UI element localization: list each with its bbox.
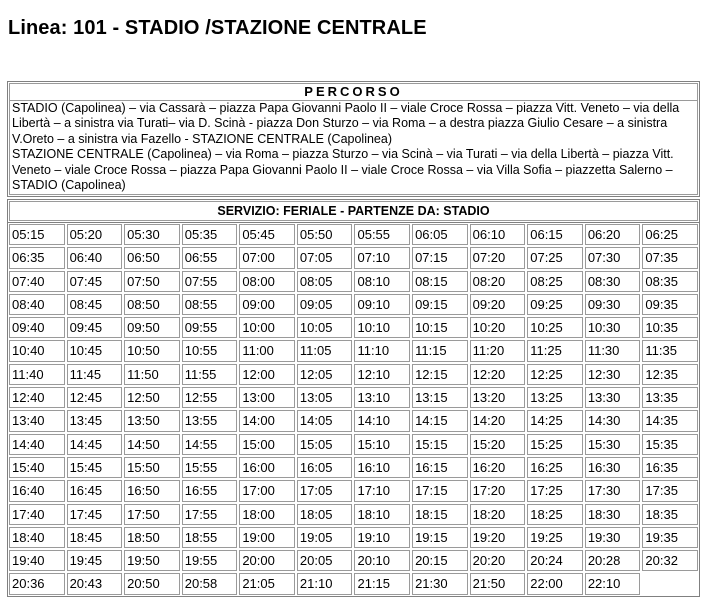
departure-time: 08:15 bbox=[412, 271, 468, 292]
departure-time: 21:30 bbox=[412, 573, 468, 594]
departure-time: 12:05 bbox=[297, 364, 353, 385]
departure-time: 16:20 bbox=[470, 457, 526, 478]
departure-time: 20:28 bbox=[585, 550, 641, 571]
departure-time: 06:05 bbox=[412, 224, 468, 245]
departure-time: 12:10 bbox=[354, 364, 410, 385]
departure-time: 20:36 bbox=[9, 573, 65, 594]
departure-time: 10:35 bbox=[642, 317, 698, 338]
route-return: STAZIONE CENTRALE (Capolinea) – via Roma – piazza Sturzo – via Scinà – via Turati – via della Libertà – piazza Vitt. Veneto – viale Croce Rossa – piazza Papa Giovanni Paolo II – viale Croce Rossa – via Villa Sofia – piazzetta Salerno – STADIO (Capolinea) bbox=[12, 147, 674, 193]
departure-time: 21:05 bbox=[239, 573, 295, 594]
departure-time: 11:20 bbox=[470, 340, 526, 361]
departure-time: 13:55 bbox=[182, 410, 238, 431]
departure-time: 09:25 bbox=[527, 294, 583, 315]
departure-time: 08:20 bbox=[470, 271, 526, 292]
departure-time: 14:35 bbox=[642, 410, 698, 431]
departure-time: 15:25 bbox=[527, 434, 583, 455]
departure-time: 12:50 bbox=[124, 387, 180, 408]
departure-time: 15:15 bbox=[412, 434, 468, 455]
departure-time: 14:05 bbox=[297, 410, 353, 431]
departure-time: 19:20 bbox=[470, 527, 526, 548]
departure-time: 15:10 bbox=[354, 434, 410, 455]
departure-time: 15:55 bbox=[182, 457, 238, 478]
departure-time: 10:05 bbox=[297, 317, 353, 338]
departure-time: 09:05 bbox=[297, 294, 353, 315]
departure-time: 07:40 bbox=[9, 271, 65, 292]
route-description bbox=[9, 101, 698, 195]
route-outbound: STADIO (Capolinea) – via Cassarà – piazza Papa Giovanni Paolo II – viale Croce Rossa – piazza Vitt. Veneto – via della Libertà – a sinistra via Turati– via D. Scinà - piazza Don Sturzo – via Roma – a destra piazza Giulio Cesare – a sinistra V.Oreto – a sinistra via Fazello - STAZIONE CENTRALE (Capolinea) bbox=[12, 101, 680, 146]
departure-time: 11:30 bbox=[585, 340, 641, 361]
departure-time: 18:50 bbox=[124, 527, 180, 548]
departure-time: 15:20 bbox=[470, 434, 526, 455]
departure-time: 13:35 bbox=[642, 387, 698, 408]
departure-time: 13:40 bbox=[9, 410, 65, 431]
departure-time: 09:15 bbox=[412, 294, 468, 315]
departure-time: 11:25 bbox=[527, 340, 583, 361]
departure-time: 12:30 bbox=[585, 364, 641, 385]
departure-time: 17:10 bbox=[354, 480, 410, 501]
departure-time: 21:10 bbox=[297, 573, 353, 594]
departure-time: 06:50 bbox=[124, 247, 180, 268]
departure-time: 14:15 bbox=[412, 410, 468, 431]
departure-time: 14:40 bbox=[9, 434, 65, 455]
departure-time: 08:10 bbox=[354, 271, 410, 292]
departure-time: 15:40 bbox=[9, 457, 65, 478]
departure-time: 10:25 bbox=[527, 317, 583, 338]
departure-time: 07:35 bbox=[642, 247, 698, 268]
departure-time: 18:30 bbox=[585, 504, 641, 525]
departure-time: 20:50 bbox=[124, 573, 180, 594]
departure-time: 16:30 bbox=[585, 457, 641, 478]
departure-time: 09:50 bbox=[124, 317, 180, 338]
departure-time: 20:10 bbox=[354, 550, 410, 571]
page-title: Linea: 101 - STADIO /STAZIONE CENTRALE bbox=[8, 17, 427, 39]
departure-time: 12:40 bbox=[9, 387, 65, 408]
departure-time: 07:45 bbox=[67, 271, 123, 292]
departure-time: 11:35 bbox=[642, 340, 698, 361]
departure-time: 09:55 bbox=[182, 317, 238, 338]
service-table bbox=[7, 199, 700, 223]
departure-time: 12:20 bbox=[470, 364, 526, 385]
departure-time: 17:55 bbox=[182, 504, 238, 525]
departure-time: 09:30 bbox=[585, 294, 641, 315]
departure-time: 18:20 bbox=[470, 504, 526, 525]
departure-time: 07:00 bbox=[239, 247, 295, 268]
service-header: SERVIZIO: FERIALE - PARTENZE DA: STADIO bbox=[9, 201, 698, 221]
departure-time: 16:45 bbox=[67, 480, 123, 501]
departure-time: 14:00 bbox=[239, 410, 295, 431]
departure-time: 08:25 bbox=[527, 271, 583, 292]
departure-time: 16:10 bbox=[354, 457, 410, 478]
departure-time: 10:30 bbox=[585, 317, 641, 338]
departure-time: 17:20 bbox=[470, 480, 526, 501]
departure-time: 07:20 bbox=[470, 247, 526, 268]
departure-time: 10:10 bbox=[354, 317, 410, 338]
departure-time: 17:00 bbox=[239, 480, 295, 501]
departure-time: 21:50 bbox=[470, 573, 526, 594]
departure-time: 21:15 bbox=[354, 573, 410, 594]
departure-time: 13:20 bbox=[470, 387, 526, 408]
departure-time: 07:10 bbox=[354, 247, 410, 268]
departure-time: 08:05 bbox=[297, 271, 353, 292]
departure-time: 11:40 bbox=[9, 364, 65, 385]
departure-time: 20:24 bbox=[527, 550, 583, 571]
departure-time: 11:05 bbox=[297, 340, 353, 361]
departure-time: 16:15 bbox=[412, 457, 468, 478]
departure-time: 16:25 bbox=[527, 457, 583, 478]
departure-time: 18:55 bbox=[182, 527, 238, 548]
departure-time: 20:15 bbox=[412, 550, 468, 571]
departure-time: 15:45 bbox=[67, 457, 123, 478]
departure-time: 13:30 bbox=[585, 387, 641, 408]
departure-time: 19:45 bbox=[67, 550, 123, 571]
departure-time: 16:55 bbox=[182, 480, 238, 501]
departure-time: 17:45 bbox=[67, 504, 123, 525]
departure-time: 17:05 bbox=[297, 480, 353, 501]
departure-time: 17:50 bbox=[124, 504, 180, 525]
departure-time: 18:45 bbox=[67, 527, 123, 548]
departure-time: 15:30 bbox=[585, 434, 641, 455]
departure-time: 15:00 bbox=[239, 434, 295, 455]
departure-time: 06:15 bbox=[527, 224, 583, 245]
departure-time: 10:20 bbox=[470, 317, 526, 338]
departure-time: 19:05 bbox=[297, 527, 353, 548]
departure-time: 09:20 bbox=[470, 294, 526, 315]
departure-time: 19:30 bbox=[585, 527, 641, 548]
departure-time: 20:32 bbox=[642, 550, 698, 571]
departure-time: 17:15 bbox=[412, 480, 468, 501]
departure-time: 09:40 bbox=[9, 317, 65, 338]
departure-time: 18:05 bbox=[297, 504, 353, 525]
departure-time: 08:55 bbox=[182, 294, 238, 315]
departure-time: 08:45 bbox=[67, 294, 123, 315]
departure-time: 22:00 bbox=[527, 573, 583, 594]
departure-time: 17:30 bbox=[585, 480, 641, 501]
departure-time: 08:40 bbox=[9, 294, 65, 315]
departure-time: 11:45 bbox=[67, 364, 123, 385]
departure-time: 19:50 bbox=[124, 550, 180, 571]
departure-time: 12:45 bbox=[67, 387, 123, 408]
departure-time: 19:35 bbox=[642, 527, 698, 548]
departure-time: 06:35 bbox=[9, 247, 65, 268]
departure-time: 05:45 bbox=[239, 224, 295, 245]
departure-time: 18:00 bbox=[239, 504, 295, 525]
departure-time: 13:00 bbox=[239, 387, 295, 408]
departure-time: 07:50 bbox=[124, 271, 180, 292]
departure-time: 07:15 bbox=[412, 247, 468, 268]
departure-time: 05:30 bbox=[124, 224, 180, 245]
departure-time: 13:50 bbox=[124, 410, 180, 431]
departure-time: 18:35 bbox=[642, 504, 698, 525]
departure-time: 13:10 bbox=[354, 387, 410, 408]
departure-time: 12:35 bbox=[642, 364, 698, 385]
departure-time: 14:20 bbox=[470, 410, 526, 431]
departure-time: 10:45 bbox=[67, 340, 123, 361]
departure-time: 14:10 bbox=[354, 410, 410, 431]
departure-time: 18:40 bbox=[9, 527, 65, 548]
departure-time: 10:50 bbox=[124, 340, 180, 361]
departure-time: 20:43 bbox=[67, 573, 123, 594]
departure-time: 06:10 bbox=[470, 224, 526, 245]
departure-time: 16:40 bbox=[9, 480, 65, 501]
departure-time: 19:10 bbox=[354, 527, 410, 548]
departure-time: 07:05 bbox=[297, 247, 353, 268]
departure-time: 18:10 bbox=[354, 504, 410, 525]
departure-time: 07:30 bbox=[585, 247, 641, 268]
departure-time: 06:25 bbox=[642, 224, 698, 245]
departure-time: 08:30 bbox=[585, 271, 641, 292]
route-header: PERCORSO bbox=[9, 83, 698, 101]
departure-time: 15:35 bbox=[642, 434, 698, 455]
departure-time: 14:45 bbox=[67, 434, 123, 455]
departure-time: 15:50 bbox=[124, 457, 180, 478]
departure-time: 13:45 bbox=[67, 410, 123, 431]
departure-time: 13:05 bbox=[297, 387, 353, 408]
departure-time: 19:40 bbox=[9, 550, 65, 571]
departure-time: 14:30 bbox=[585, 410, 641, 431]
departure-time: 09:00 bbox=[239, 294, 295, 315]
departure-time: 05:50 bbox=[297, 224, 353, 245]
departure-time: 20:05 bbox=[297, 550, 353, 571]
route-table bbox=[7, 81, 700, 197]
departure-time: 05:55 bbox=[354, 224, 410, 245]
departure-time: 09:35 bbox=[642, 294, 698, 315]
departure-time: 18:15 bbox=[412, 504, 468, 525]
departure-time: 16:35 bbox=[642, 457, 698, 478]
empty-cell bbox=[642, 573, 698, 594]
departure-time: 11:55 bbox=[182, 364, 238, 385]
departure-time: 10:00 bbox=[239, 317, 295, 338]
departure-time: 17:25 bbox=[527, 480, 583, 501]
departure-time: 11:00 bbox=[239, 340, 295, 361]
departure-time: 18:25 bbox=[527, 504, 583, 525]
departure-time: 12:25 bbox=[527, 364, 583, 385]
departure-time: 10:40 bbox=[9, 340, 65, 361]
departure-time: 06:55 bbox=[182, 247, 238, 268]
departure-time: 06:20 bbox=[585, 224, 641, 245]
departure-time: 19:55 bbox=[182, 550, 238, 571]
departure-time: 20:00 bbox=[239, 550, 295, 571]
departures-grid bbox=[7, 222, 700, 597]
departure-time: 14:25 bbox=[527, 410, 583, 431]
departure-time: 12:55 bbox=[182, 387, 238, 408]
departure-time: 06:40 bbox=[67, 247, 123, 268]
departure-time: 11:50 bbox=[124, 364, 180, 385]
departure-time: 16:50 bbox=[124, 480, 180, 501]
departure-time: 16:05 bbox=[297, 457, 353, 478]
departure-time: 05:15 bbox=[9, 224, 65, 245]
departure-time: 15:05 bbox=[297, 434, 353, 455]
departure-time: 17:40 bbox=[9, 504, 65, 525]
departure-time: 13:25 bbox=[527, 387, 583, 408]
departure-time: 19:00 bbox=[239, 527, 295, 548]
departure-time: 05:35 bbox=[182, 224, 238, 245]
departure-time: 13:15 bbox=[412, 387, 468, 408]
departure-time: 19:25 bbox=[527, 527, 583, 548]
departure-time: 11:10 bbox=[354, 340, 410, 361]
departure-time: 07:25 bbox=[527, 247, 583, 268]
departure-time: 09:10 bbox=[354, 294, 410, 315]
departure-time: 20:20 bbox=[470, 550, 526, 571]
departure-time: 22:10 bbox=[585, 573, 641, 594]
departure-time: 11:15 bbox=[412, 340, 468, 361]
departure-time: 16:00 bbox=[239, 457, 295, 478]
departure-time: 12:15 bbox=[412, 364, 468, 385]
departure-time: 14:55 bbox=[182, 434, 238, 455]
departure-time: 08:50 bbox=[124, 294, 180, 315]
departure-time: 10:55 bbox=[182, 340, 238, 361]
departure-time: 07:55 bbox=[182, 271, 238, 292]
departure-time: 08:00 bbox=[239, 271, 295, 292]
departure-time: 12:00 bbox=[239, 364, 295, 385]
departure-time: 20:58 bbox=[182, 573, 238, 594]
departure-time: 19:15 bbox=[412, 527, 468, 548]
departure-time: 08:35 bbox=[642, 271, 698, 292]
departure-time: 10:15 bbox=[412, 317, 468, 338]
departure-time: 09:45 bbox=[67, 317, 123, 338]
departure-time: 17:35 bbox=[642, 480, 698, 501]
departure-time: 05:20 bbox=[67, 224, 123, 245]
departure-time: 14:50 bbox=[124, 434, 180, 455]
